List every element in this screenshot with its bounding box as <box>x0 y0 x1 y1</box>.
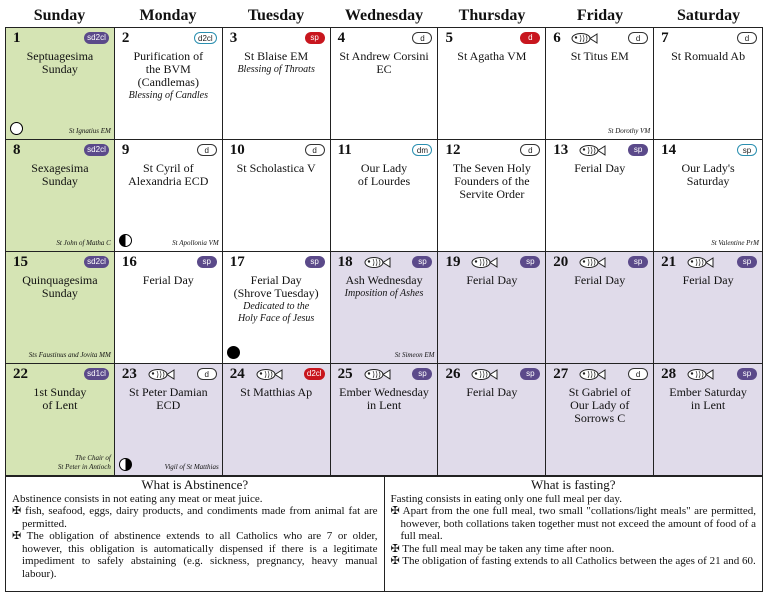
day-cell <box>223 28 331 140</box>
feast-title: St Titus EM <box>570 49 629 63</box>
feast-title: Quinquagesima Sunday <box>22 273 98 300</box>
fish-icon <box>361 255 391 270</box>
rank-badge: sd2cl <box>84 144 109 156</box>
moon-phase-fq-icon <box>119 234 132 247</box>
moon-phase-lq-icon <box>119 458 132 471</box>
fasting-point: ✠ Apart from the one full meal, two small "collations/light meals" are permitted, however, both collations taken together must not exceed the amount of food of a full meal. <box>391 505 757 543</box>
rank-badge: sp <box>737 144 757 156</box>
day-number: 7 <box>661 30 669 46</box>
weekday-sunday: Sunday <box>33 7 86 24</box>
feast-title: Our Lady's Saturday <box>681 161 735 188</box>
feast-title: Septuagesima Sunday <box>26 49 94 76</box>
feast-title: St Agatha VM <box>457 49 527 63</box>
rank-badge: d <box>520 144 540 156</box>
day-number: 28 <box>661 366 677 382</box>
fasting-heading: What is fasting? <box>531 477 616 492</box>
fish-icon <box>576 255 606 270</box>
day-number: 11 <box>337 142 352 158</box>
day-number: 9 <box>121 142 130 158</box>
day-cell <box>331 364 439 476</box>
day-number: 24 <box>229 366 245 382</box>
day-cell <box>654 252 763 364</box>
rank-badge: sp <box>305 256 325 268</box>
rank-badge: dm <box>412 144 432 156</box>
feast-subtitle: Dedicated to the Holy Face of Jesus <box>237 301 315 324</box>
day-number: 13 <box>553 142 569 158</box>
day-number: 25 <box>337 366 353 382</box>
rank-badge: sp <box>520 368 540 380</box>
fasting-point: ✠ The full meal may be taken any time after noon. <box>391 543 757 556</box>
day-number: 15 <box>13 254 28 270</box>
day-number: 1 <box>13 30 21 46</box>
day-cell <box>115 252 223 364</box>
day-number: 22 <box>13 366 28 382</box>
fish-icon <box>576 143 606 158</box>
weekday-wednesday: Wednesday <box>344 7 424 24</box>
rank-badge: sp <box>737 256 757 268</box>
weekday-monday: Monday <box>139 7 197 24</box>
fish-icon <box>145 367 175 382</box>
day-cell <box>654 28 763 140</box>
rank-badge: sd1cl <box>84 368 109 380</box>
feast-title: St Scholastica V <box>236 161 316 175</box>
week-row <box>6 364 763 476</box>
feast-title: St Romuald Ab <box>671 49 746 63</box>
day-cell <box>6 28 115 140</box>
fish-icon <box>468 367 498 382</box>
feast-title: 1st Sunday of Lent <box>33 385 87 412</box>
commemoration-note: The Chair of St Peter in Antioch <box>57 454 111 471</box>
rank-badge: sd2cl <box>84 32 109 44</box>
rank-badge: d <box>628 32 648 44</box>
commemoration-note: Vigil of St Matthias <box>164 463 219 471</box>
commemoration-note: St Simeon EM <box>394 351 435 359</box>
weekday-thursday: Thursday <box>458 7 526 24</box>
day-cell <box>331 140 439 252</box>
commemoration-note: St Apollonia VM <box>172 239 219 247</box>
rank-badge: sp <box>412 368 432 380</box>
feast-subtitle: Imposition of Ashes <box>344 288 424 299</box>
day-number: 8 <box>13 142 21 158</box>
rank-badge: d <box>197 368 217 380</box>
day-cell <box>331 252 439 364</box>
feast-title: St Gabriel of Our Lady of Sorrows C <box>568 385 631 425</box>
weekday-friday: Friday <box>576 7 624 24</box>
feast-title: Ferial Day <box>466 273 518 287</box>
rank-badge: sp <box>520 256 540 268</box>
feast-title: Ferial Day <box>574 273 626 287</box>
day-cell <box>115 140 223 252</box>
calendar <box>5 5 763 476</box>
fish-icon <box>468 255 498 270</box>
info-panel <box>5 476 763 592</box>
rank-badge: sp <box>412 256 432 268</box>
day-cell <box>331 28 439 140</box>
day-number: 18 <box>337 254 353 270</box>
fish-icon <box>568 31 598 46</box>
rank-badge: sp <box>305 32 325 44</box>
rank-badge: d2cl <box>304 368 325 380</box>
fish-icon <box>253 367 283 382</box>
commemoration-note: St Ignatius EM <box>68 127 111 135</box>
rank-badge: d <box>520 32 540 44</box>
week-row <box>6 28 763 140</box>
fasting-section <box>384 477 763 591</box>
feast-title: Ferial Day <box>574 161 626 175</box>
weekday-saturday: Saturday <box>676 7 741 24</box>
rank-badge: sp <box>197 256 217 268</box>
day-cell <box>438 252 546 364</box>
feast-title: St Cyril of Alexandria ECD <box>128 161 209 188</box>
feast-title: Ferial Day (Shrove Tuesday) <box>233 273 319 300</box>
feast-title: Purification of the BVM (Candlemas) <box>133 49 204 89</box>
fish-icon <box>576 367 606 382</box>
moon-phase-full-icon <box>10 122 23 135</box>
commemoration-note: St John of Matha C <box>56 239 111 247</box>
calendar-grid <box>5 27 763 476</box>
day-number: 21 <box>661 254 677 270</box>
feast-title: Ferial Day <box>142 273 194 287</box>
rank-badge: sp <box>737 368 757 380</box>
moon-phase-new-icon <box>227 346 240 359</box>
day-number: 16 <box>121 254 137 270</box>
day-number: 10 <box>229 142 245 158</box>
commemoration-note: St Valentine PrM <box>711 239 760 247</box>
rank-badge: sp <box>628 144 648 156</box>
rank-badge: d <box>197 144 217 156</box>
feast-title: St Blaise EM <box>244 49 309 63</box>
fasting-intro: Fasting consists in eating only one full meal per day. <box>390 492 622 505</box>
day-number: 23 <box>121 366 137 382</box>
abstinence-point: ✠ fish, seafood, eggs, dairy products, and condiments made from animal fat are permitted. <box>12 505 378 530</box>
day-number: 3 <box>229 30 238 46</box>
day-number: 6 <box>553 30 561 46</box>
fish-icon <box>684 367 714 382</box>
feast-title: The Seven Holy Founders of the Servite Order <box>452 161 531 201</box>
commemoration-note: Sts Faustinus and Jovita MM <box>28 351 111 359</box>
day-number: 17 <box>229 254 245 270</box>
day-number: 2 <box>121 30 130 46</box>
day-cell <box>223 252 331 364</box>
rank-badge: d2cl <box>194 32 217 44</box>
abstinence-heading: What is Abstinence? <box>141 477 249 492</box>
week-row <box>6 252 763 364</box>
fish-icon <box>684 255 714 270</box>
feast-subtitle: Blessing of Candles <box>128 90 209 101</box>
commemoration-note: St Dorothy VM <box>608 127 651 135</box>
day-cell <box>546 28 654 140</box>
week-row <box>6 140 763 252</box>
day-cell <box>546 364 654 476</box>
feast-subtitle: Blessing of Throats <box>237 64 315 75</box>
abstinence-intro: Abstinence consists in not eating any meat or meat juice. <box>12 492 263 505</box>
day-cell <box>115 364 223 476</box>
rank-badge: d <box>737 32 757 44</box>
feast-title: Sexagesima Sunday <box>31 161 89 188</box>
feast-title: Ember Wednesday in Lent <box>339 385 429 412</box>
rank-badge: sp <box>628 256 648 268</box>
day-number: 5 <box>445 30 453 46</box>
day-cell <box>223 364 331 476</box>
day-cell <box>546 140 654 252</box>
day-cell <box>115 28 223 140</box>
feast-title: St Peter Damian ECD <box>128 385 208 412</box>
feast-title: Our Lady of Lourdes <box>357 161 411 188</box>
day-cell <box>223 140 331 252</box>
feast-title: Ash Wednesday <box>345 273 423 287</box>
day-number: 19 <box>445 254 461 270</box>
weekday-tuesday: Tuesday <box>247 7 305 24</box>
day-cell <box>438 140 546 252</box>
feast-title: Ferial Day <box>466 385 518 399</box>
fasting-point: ✠ The obligation of fasting extends to all Catholics between the ages of 21 and 60. <box>391 555 757 568</box>
rank-badge: d <box>305 144 325 156</box>
day-number: 26 <box>445 366 461 382</box>
day-cell <box>654 364 763 476</box>
fish-icon <box>361 367 391 382</box>
feast-title: St Andrew Corsini EC <box>339 49 429 76</box>
day-cell <box>438 28 546 140</box>
day-number: 27 <box>553 366 569 382</box>
day-cell <box>6 364 115 476</box>
feast-title: St Matthias Ap <box>240 385 313 399</box>
day-cell <box>546 252 654 364</box>
day-cell <box>654 140 763 252</box>
abstinence-point: ✠ The obligation of abstinence extends to all Catholics who are 7 or older, however, this obligation is automatically dispensed if there is a legitimate impediment to safely abstaining (e.g. sickness, pregnancy, heavy manual labour). <box>12 530 378 580</box>
rank-badge: d <box>412 32 432 44</box>
day-cell <box>6 140 115 252</box>
rank-badge: sd2cl <box>84 256 109 268</box>
feast-title: Ferial Day <box>682 273 734 287</box>
day-number: 20 <box>553 254 569 270</box>
day-cell <box>438 364 546 476</box>
abstinence-section <box>6 477 384 591</box>
day-number: 4 <box>337 30 346 46</box>
day-cell <box>6 252 115 364</box>
rank-badge: d <box>628 368 648 380</box>
feast-title: Ember Saturday in Lent <box>669 385 747 412</box>
weekday-header <box>5 5 763 27</box>
day-number: 14 <box>661 142 677 158</box>
day-number: 12 <box>445 142 461 158</box>
